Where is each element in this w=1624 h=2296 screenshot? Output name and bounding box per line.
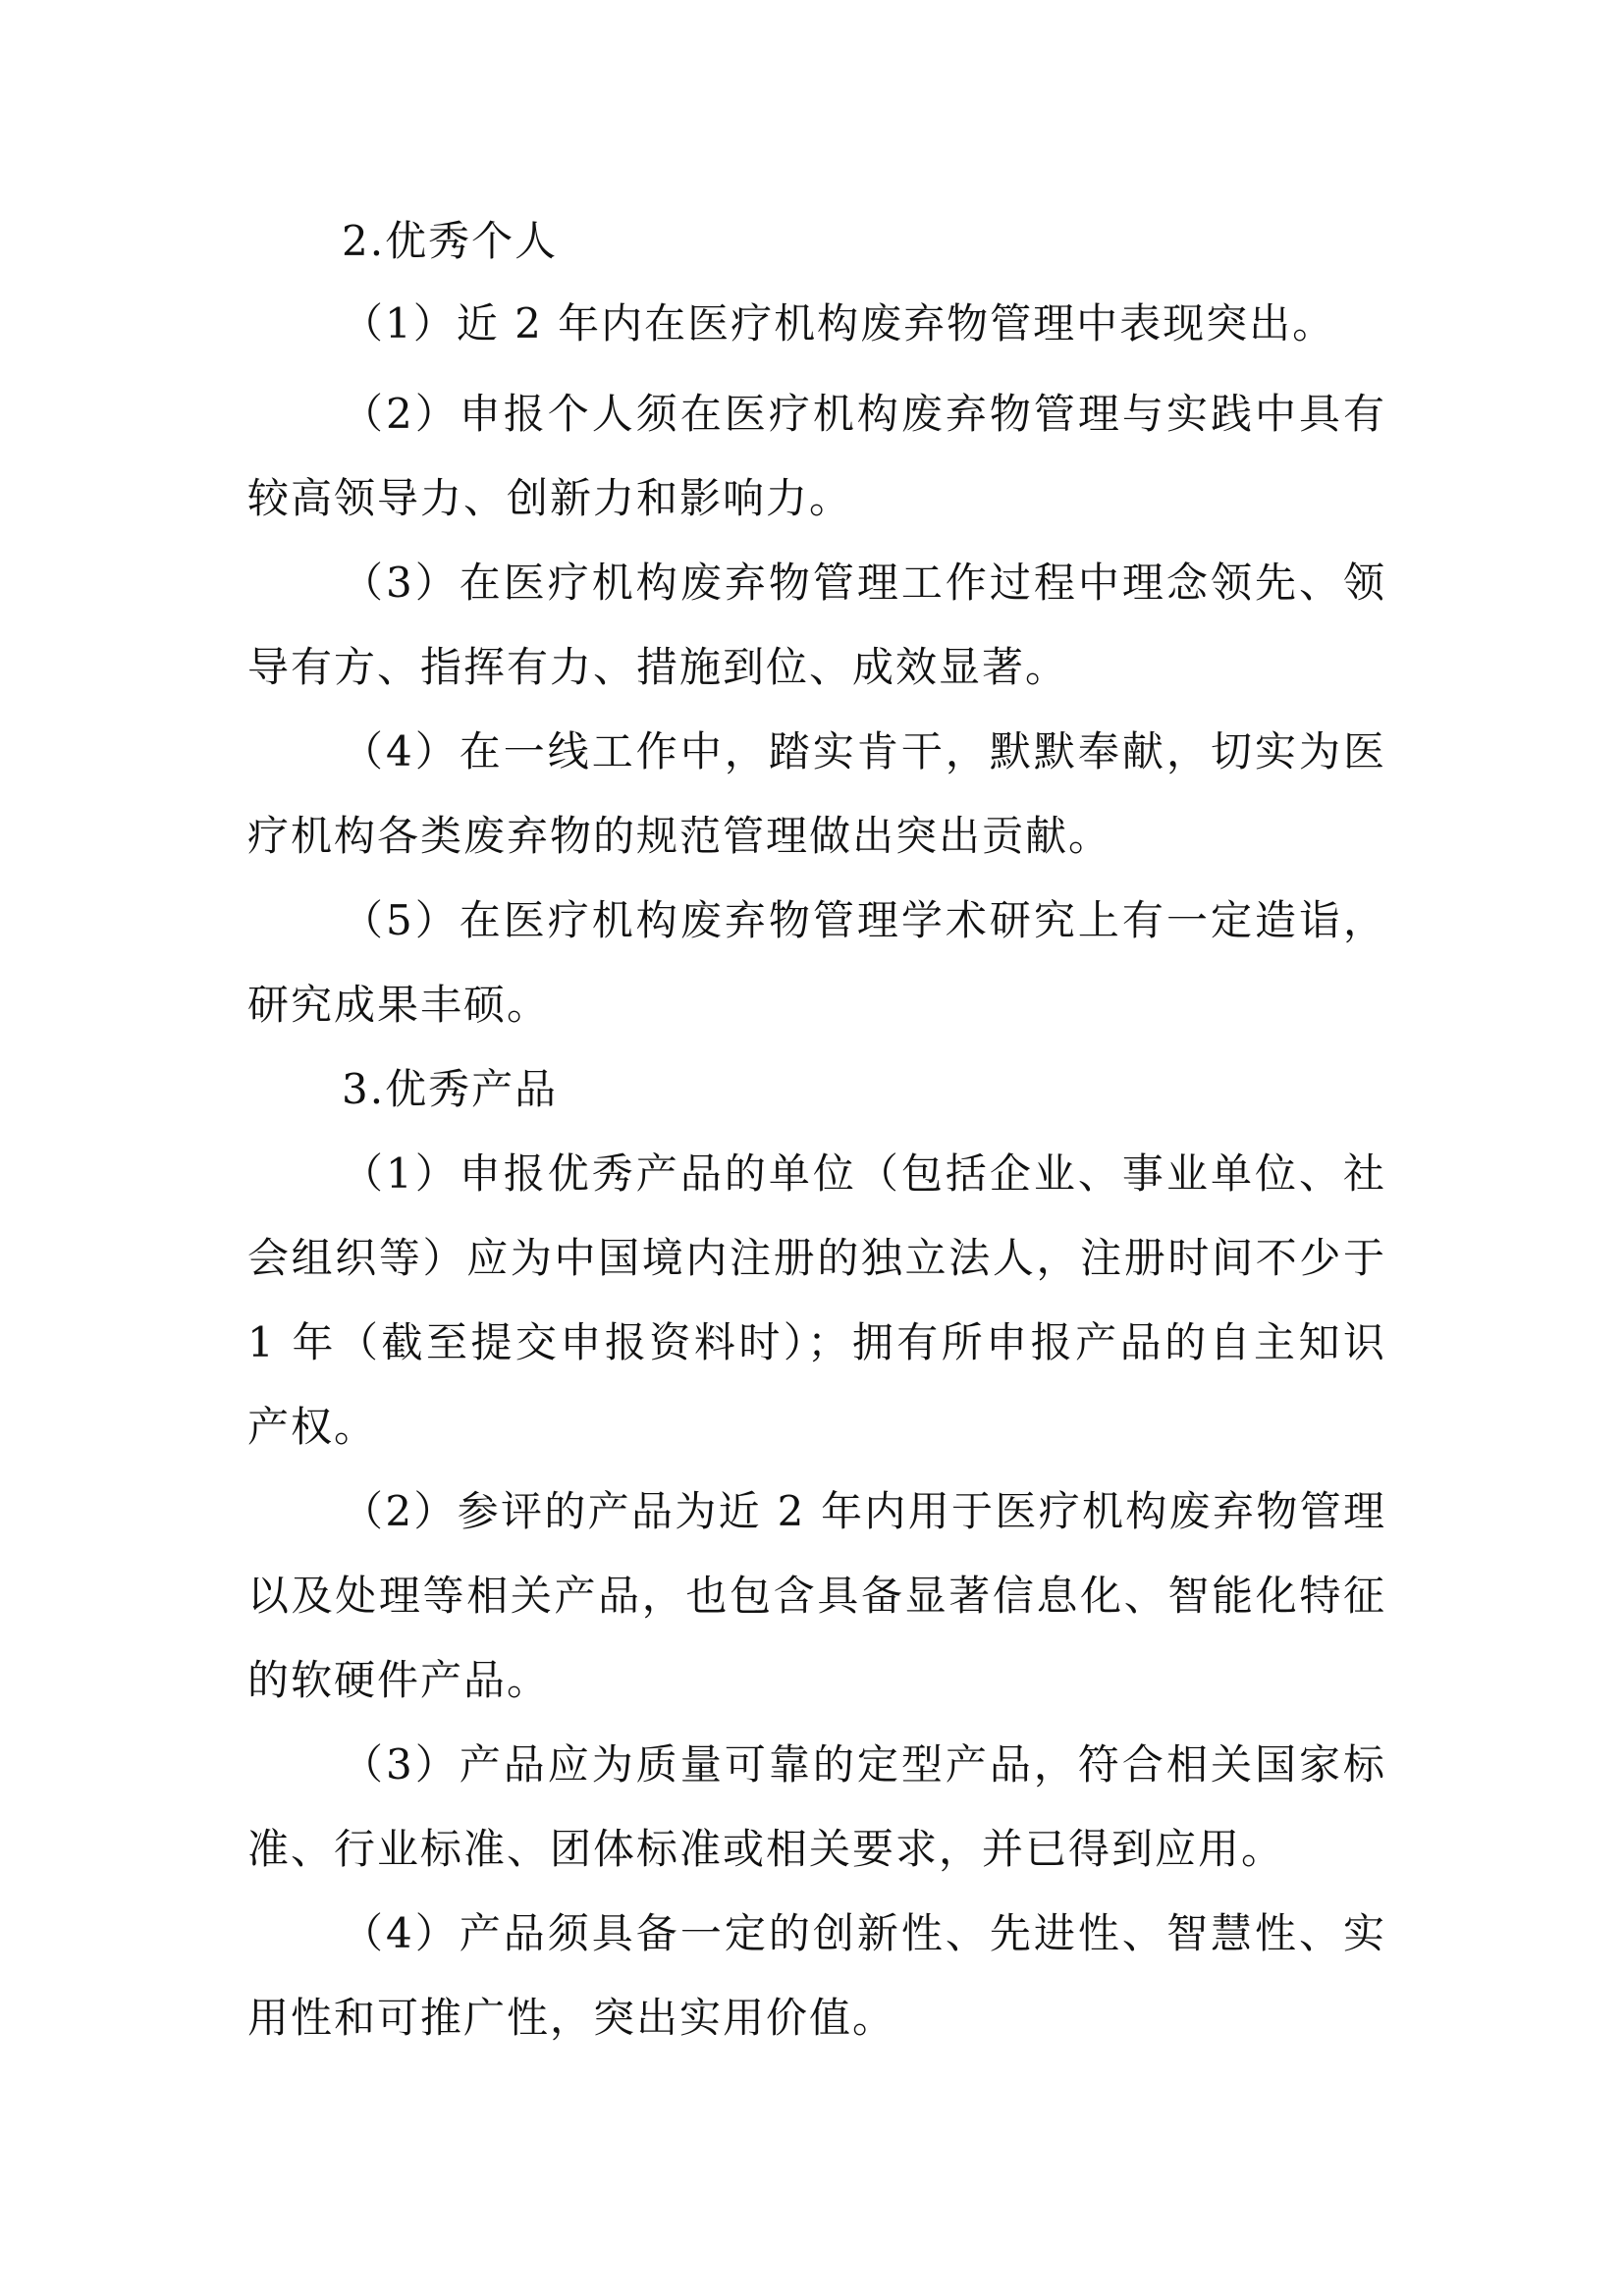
section-heading-excellent-individual: 2.优秀个人 (342, 217, 559, 265)
criterion-individual-3-line2: 导有方、指挥有力、措施到位、成效显著。 (247, 643, 1069, 691)
criterion-individual-5-line2: 研究成果丰硕。 (247, 981, 551, 1029)
criterion-product-3-line1: （3）产品应为质量可靠的定型产品，符合相关国家标 (342, 1740, 1386, 1789)
criterion-product-1-line4: 产权。 (247, 1403, 378, 1451)
criterion-individual-4-line1: （4）在一线工作中，踏实肯干，默默奉献，切实为医 (342, 727, 1386, 775)
criterion-product-2-line2: 以及处理等相关产品，也包含具备显著信息化、智能化特征 (247, 1572, 1386, 1620)
criterion-product-4-line2: 用性和可推广性，突出实用价值。 (247, 1994, 896, 2042)
criterion-product-4-line1: （4）产品须具备一定的创新性、先进性、智慧性、实 (342, 1909, 1386, 1957)
criterion-product-1-line2: 会组织等）应为中国境内注册的独立法人，注册时间不少于 (247, 1234, 1386, 1282)
criterion-product-2-line3: 的软硬件产品。 (247, 1656, 551, 1704)
criterion-product-1-line3: 1 年（截至提交申报资料时）；拥有所申报产品的自主知识 (247, 1318, 1386, 1366)
criterion-individual-2-line2: 较高领导力、创新力和影响力。 (247, 474, 853, 522)
criterion-product-2-line1: （2）参评的产品为近 2 年内用于医疗机构废弃物管理 (342, 1487, 1386, 1535)
criterion-individual-1: （1）近 2 年内在医疗机构废弃物管理中表现突出。 (342, 299, 1336, 347)
criterion-individual-2-line1: （2）申报个人须在医疗机构废弃物管理与实践中具有 (342, 390, 1386, 438)
criterion-individual-5-line1: （5）在医疗机构废弃物管理学术研究上有一定造诣， (342, 896, 1386, 944)
section-heading-excellent-product: 3.优秀产品 (342, 1065, 559, 1113)
criterion-individual-3-line1: （3）在医疗机构废弃物管理工作过程中理念领先、领 (342, 559, 1386, 607)
criterion-product-3-line2: 准、行业标准、团体标准或相关要求，并已得到应用。 (247, 1825, 1285, 1873)
criterion-individual-4-line2: 疗机构各类废弃物的规范管理做出突出贡献。 (247, 812, 1112, 860)
criterion-product-1-line1: （1）申报优秀产品的单位（包括企业、事业单位、社 (342, 1149, 1386, 1198)
